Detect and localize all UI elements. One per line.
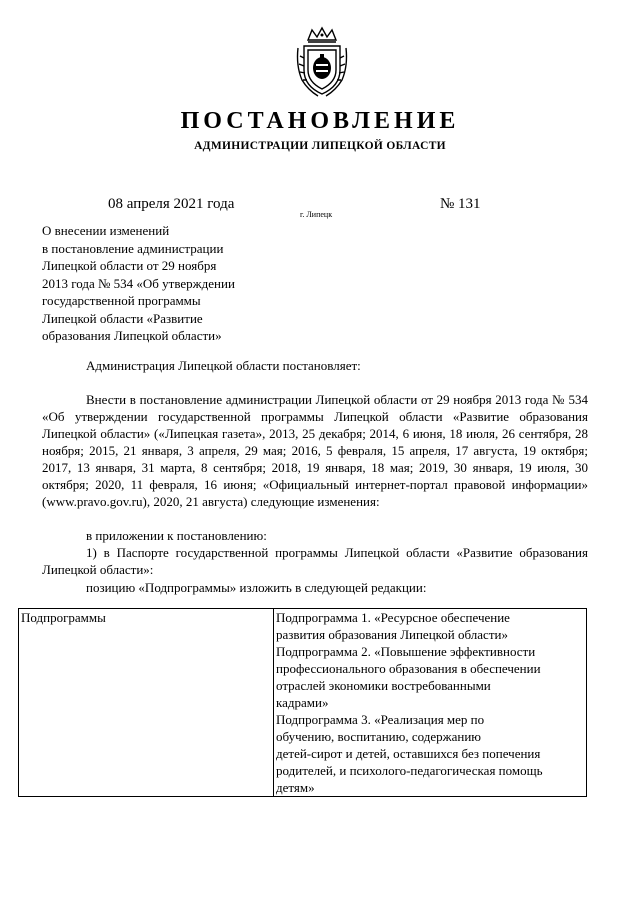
subprogram-line: развития образования Липецкой области» xyxy=(276,627,508,642)
subject-line: 2013 года № 534 «Об утверждении xyxy=(42,275,235,291)
subject-line: в постановление администрации xyxy=(42,240,224,256)
document-number: № 131 xyxy=(440,196,481,212)
subprogram-line: родителей, и психолого-педагогическая помощь xyxy=(276,763,543,778)
subject-line: О внесении изменений xyxy=(42,223,170,238)
subprogram-line: кадрами» xyxy=(276,695,329,710)
subprograms-table xyxy=(18,608,587,797)
table-label-cell: Подпрограммы xyxy=(19,609,274,797)
position-paragraph: позицию «Подпрограммы» изложить в следующей редакции: xyxy=(86,580,427,595)
coat-of-arms-icon xyxy=(294,26,350,98)
table-value-cell xyxy=(274,609,587,797)
document-subject xyxy=(42,222,302,345)
main-paragraph: Внести в постановление администрации Липецкой области от 29 ноября 2013 года № 534 «Об утверждении государственной программы Липецкой области «Развитие образования Липецкой области» («Липецкая газета», 2013, 25 декабря; 2014, 6 июня, 18 июля, 26 сентября, 28 ноября; 2015, 21 января, 3 апреля, 29 мая; 2016, 5 февраля, 15 апреля, 17 августа, 19 октября; 2017, 13 января, 31 марта, 8 сентября; 2018, 19 января, 18 мая; 2019, 30 января, 19 июля, 30 октября; 2020, 11 февраля, 16 июня; «Официальный интернет-портал правовой информации» (www.pravo.gov.ru), 2020, 21 августа) следующие изменения: xyxy=(42,392,588,509)
document-subtitle: АДМИНИСТРАЦИИ ЛИПЕЦКОЙ ОБЛАСТИ xyxy=(194,140,446,152)
item-1-paragraph: 1) в Паспорте государственной программы Липецкой области «Развитие образования Липецкой области»: xyxy=(42,545,588,577)
table-row xyxy=(19,609,587,797)
document-city: г. Липецк xyxy=(300,210,333,219)
subprogram-line: Подпрограмма 2. «Повышение эффективности xyxy=(276,644,536,659)
subprogram-line: Подпрограмма 1. «Ресурсное обеспечение xyxy=(276,610,510,625)
subprogram-line: отраслей экономики востребованными xyxy=(276,678,491,693)
document-title: ПОСТАНОВЛЕНИЕ xyxy=(180,108,460,134)
subprogram-line: обучению, воспитанию, содержанию xyxy=(276,729,482,744)
subprogram-line: Подпрограмма 3. «Реализация мер по xyxy=(276,712,485,727)
annex-paragraph: в приложении к постановлению: xyxy=(86,528,267,543)
subprogram-line: детям» xyxy=(276,780,315,795)
document-date: 08 апреля 2021 года xyxy=(108,196,235,212)
subject-line: государственной программы xyxy=(42,293,201,308)
subject-line: Липецкой области «Развитие xyxy=(42,310,203,326)
decree-paragraph: Администрация Липецкой области постановляет: xyxy=(86,358,361,373)
subject-line: Липецкой области от 29 ноября xyxy=(42,258,217,273)
subprogram-line: детей-сирот и детей, оставшихся без попечения xyxy=(276,746,541,761)
subprogram-line: профессионального образования в обеспечении xyxy=(276,661,541,676)
subject-line: образования Липецкой области» xyxy=(42,328,222,343)
